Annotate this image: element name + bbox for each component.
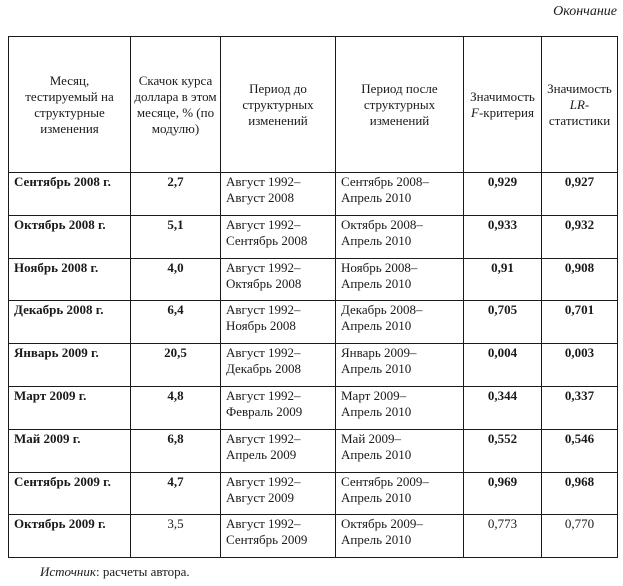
month-cell	[9, 301, 131, 344]
table-row	[9, 301, 618, 344]
period-after-cell-text: Апрель 2010	[341, 489, 412, 505]
f-significance-cell	[464, 301, 542, 344]
jump-cell	[131, 215, 221, 258]
f-significance-cell-text: 0,929	[487, 174, 518, 189]
f-significance-cell-text: 0,773	[487, 516, 518, 532]
f-significance-cell	[464, 515, 542, 558]
header-f-prefix: Значимость	[470, 88, 535, 104]
lr-significance-cell-text: 0,770	[564, 516, 595, 532]
header-lr-prefix: Значимость	[547, 80, 612, 96]
f-significance-cell-text: 0,004	[487, 345, 518, 361]
lr-significance-cell	[542, 173, 618, 216]
period-before-cell	[221, 429, 336, 472]
period-after-cell-text: Апрель 2010	[341, 232, 412, 248]
lr-significance-cell-text: 0,932	[564, 216, 595, 232]
header-lr-suffix: -статистики	[548, 96, 611, 128]
lr-significance-cell	[542, 215, 618, 258]
period-after-cell-text: Апрель 2010	[341, 275, 412, 291]
header-f-significance	[464, 37, 542, 173]
month-cell	[9, 515, 131, 558]
period-after-cell	[336, 472, 464, 515]
jump-cell	[131, 386, 221, 429]
jump-cell-text: 2,7	[167, 174, 184, 189]
month-cell-text: Октябрь 2008 г.	[14, 216, 106, 232]
jump-cell	[131, 429, 221, 472]
jump-cell	[131, 515, 221, 558]
period-after-cell-text: Сентябрь 2009–	[341, 473, 429, 489]
results-table	[8, 36, 618, 558]
jump-cell-text: 6,8	[167, 430, 184, 446]
month-cell-text: Сентябрь 2008 г.	[14, 174, 111, 189]
table-row	[9, 429, 618, 472]
period-before-cell	[221, 472, 336, 515]
period-before-cell-text: Сентябрь 2008	[226, 232, 308, 248]
period-before-cell-text: Сентябрь 2009	[226, 532, 308, 548]
header-before: Период до структурных изменений	[221, 37, 336, 173]
f-significance-cell-text: 0,552	[487, 430, 518, 446]
period-after-cell	[336, 429, 464, 472]
period-before-cell-text: Октябрь 2008	[226, 275, 302, 291]
month-cell-text: Октябрь 2009 г.	[14, 516, 106, 532]
f-significance-cell-text: 0,933	[487, 216, 518, 232]
period-before-cell-text: Август 1992–	[226, 516, 301, 532]
month-cell-text: Март 2009 г.	[14, 387, 87, 403]
header-jump: Скачок курса доллара в этом месяце, % (по модулю)	[131, 37, 221, 173]
period-after-cell-text: Ноябрь 2008–	[341, 259, 418, 275]
f-significance-cell	[464, 215, 542, 258]
jump-cell	[131, 258, 221, 301]
f-significance-cell	[464, 173, 542, 216]
f-significance-cell	[464, 429, 542, 472]
period-before-cell-text: Август 2009	[226, 489, 295, 505]
period-after-cell-text: Январь 2009–	[341, 345, 417, 361]
period-before-cell	[221, 258, 336, 301]
jump-cell-text: 5,1	[167, 216, 184, 232]
lr-significance-cell	[542, 301, 618, 344]
month-cell	[9, 429, 131, 472]
period-after-cell-text: Октябрь 2009–	[341, 516, 423, 532]
f-significance-cell-text: 0,91	[491, 259, 514, 275]
jump-cell	[131, 173, 221, 216]
month-cell-text: Январь 2009 г.	[14, 345, 99, 361]
continuation-label: Окончание	[553, 4, 617, 19]
header-f-letter: F	[471, 104, 479, 120]
period-after-cell-text: Март 2009–	[341, 387, 407, 403]
f-significance-cell-text: 0,344	[487, 387, 518, 403]
lr-significance-cell-text: 0,701	[564, 302, 595, 318]
jump-cell-text: 4,7	[167, 473, 184, 489]
period-before-cell-text: Апрель 2009	[226, 446, 297, 462]
header-after: Период после структурных изменений	[336, 37, 464, 173]
f-significance-cell	[464, 386, 542, 429]
period-before-cell-text: Август 1992–	[226, 345, 301, 361]
jump-cell-text: 4,8	[167, 387, 184, 403]
jump-cell-text: 3,5	[167, 516, 184, 532]
period-before-cell	[221, 301, 336, 344]
f-significance-cell-text: 0,705	[487, 302, 518, 318]
f-significance-cell	[464, 258, 542, 301]
period-after-cell-text: Апрель 2010	[341, 361, 412, 377]
header-f-suffix: -критерия	[478, 104, 534, 120]
header-month: Месяц, тестируемый на структурные изменения	[9, 37, 131, 173]
period-before-cell	[221, 386, 336, 429]
header-lr-significance	[542, 37, 618, 173]
period-before-cell-text: Февраль 2009	[226, 403, 303, 419]
lr-significance-cell-text: 0,546	[564, 430, 595, 446]
period-after-cell-text: Апрель 2010	[341, 403, 412, 419]
period-before-cell-text: Август 1992–	[226, 430, 301, 446]
table-row	[9, 472, 618, 515]
jump-cell-text: 4,0	[167, 259, 184, 275]
lr-significance-cell-text: 0,337	[564, 387, 595, 403]
month-cell-text: Декабрь 2008 г.	[14, 302, 104, 318]
lr-significance-cell-text: 0,003	[564, 345, 595, 361]
period-before-cell	[221, 215, 336, 258]
header-lr-letters: LR	[569, 96, 585, 112]
period-after-cell	[336, 515, 464, 558]
lr-significance-cell	[542, 429, 618, 472]
period-before-cell	[221, 173, 336, 216]
table-row	[9, 173, 618, 216]
period-after-cell-text: Апрель 2010	[341, 532, 412, 548]
period-before-cell-text: Август 2008	[226, 190, 295, 205]
table-row	[9, 258, 618, 301]
lr-significance-cell	[542, 344, 618, 387]
period-after-cell-text: Апрель 2010	[341, 318, 412, 334]
table-row	[9, 386, 618, 429]
period-after-cell	[336, 173, 464, 216]
period-before-cell-text: Август 1992–	[226, 387, 301, 403]
month-cell-text: Ноябрь 2008 г.	[14, 259, 99, 275]
lr-significance-cell-text: 0,968	[564, 473, 595, 489]
period-after-cell	[336, 386, 464, 429]
f-significance-cell	[464, 472, 542, 515]
table-row	[9, 215, 618, 258]
period-before-cell-text: Август 1992–	[226, 174, 301, 189]
month-cell-text: Сентябрь 2009 г.	[14, 473, 111, 489]
period-after-cell-text: Апрель 2010	[341, 446, 412, 462]
lr-significance-cell	[542, 258, 618, 301]
period-before-cell	[221, 344, 336, 387]
table-row	[9, 515, 618, 558]
jump-cell	[131, 472, 221, 515]
period-after-cell	[336, 301, 464, 344]
month-cell	[9, 215, 131, 258]
lr-significance-cell	[542, 515, 618, 558]
period-before-cell-text: Ноябрь 2008	[226, 318, 296, 334]
source-text: : расчеты автора.	[95, 564, 190, 579]
period-before-cell-text: Август 1992–	[226, 216, 301, 232]
month-cell	[9, 258, 131, 301]
period-after-cell-text: Декабрь 2008–	[341, 302, 423, 318]
source-note	[40, 564, 190, 580]
period-before-cell-text: Август 1992–	[226, 473, 301, 489]
period-before-cell	[221, 515, 336, 558]
month-cell-text: Май 2009 г.	[14, 430, 81, 446]
lr-significance-cell-text: 0,927	[564, 174, 595, 189]
month-cell	[9, 472, 131, 515]
jump-cell	[131, 344, 221, 387]
month-cell	[9, 173, 131, 216]
month-cell	[9, 344, 131, 387]
month-cell	[9, 386, 131, 429]
table-row	[9, 344, 618, 387]
header-row	[9, 37, 618, 173]
lr-significance-cell	[542, 472, 618, 515]
jump-cell-text: 6,4	[167, 302, 184, 318]
jump-cell	[131, 301, 221, 344]
jump-cell-text: 20,5	[164, 345, 187, 361]
period-after-cell	[336, 344, 464, 387]
f-significance-cell	[464, 344, 542, 387]
period-after-cell-text: Апрель 2010	[341, 190, 412, 205]
period-after-cell-text: Сентябрь 2008–	[341, 174, 429, 189]
period-after-cell	[336, 258, 464, 301]
source-label: Источник	[40, 564, 96, 579]
period-after-cell-text: Октябрь 2008–	[341, 216, 423, 232]
period-after-cell-text: Май 2009–	[341, 430, 402, 446]
f-significance-cell-text: 0,969	[487, 473, 518, 489]
period-after-cell	[336, 215, 464, 258]
period-before-cell-text: Август 1992–	[226, 259, 301, 275]
period-before-cell-text: Август 1992–	[226, 302, 301, 318]
lr-significance-cell-text: 0,908	[564, 259, 595, 275]
period-before-cell-text: Декабрь 2008	[226, 361, 301, 377]
lr-significance-cell	[542, 386, 618, 429]
